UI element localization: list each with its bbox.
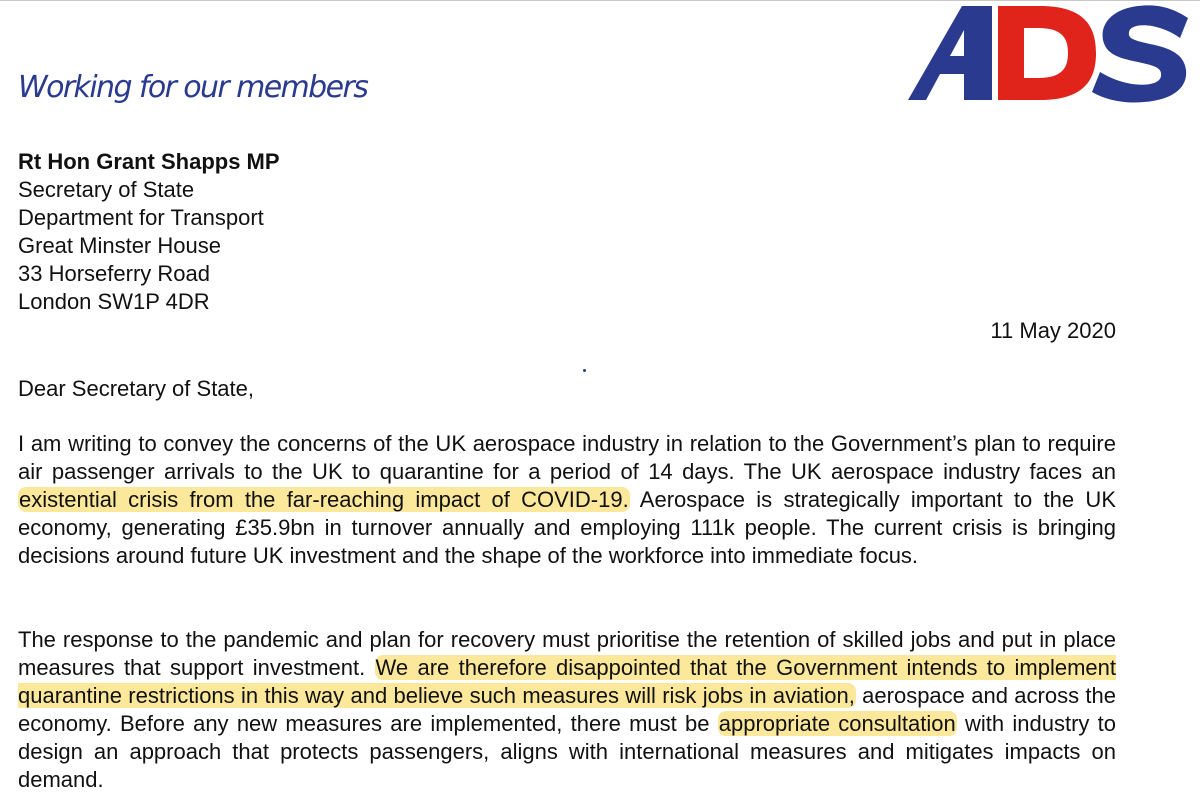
paragraph-text: with industry to design an approach that protects passengers, aligns with international measures and mitigates impacts on demand.: [18, 711, 1117, 792]
ads-logo: [900, 0, 1192, 104]
address-line: 33 Horseferry Road: [18, 261, 210, 286]
tagline: Working for our members: [18, 70, 368, 105]
highlighted-text: appropriate consultation: [718, 711, 956, 736]
paragraph-1: [18, 430, 1116, 570]
paragraph-text: Aerospace is strategically important to the UK economy, generating £35.9bn in turnover annually and employing 111k people. The current crisis is bringing decisions around future UK investment and the shape of the workforce into immediate focus.: [18, 487, 1116, 568]
paragraph-text: The response to the pandemic and plan for recovery must prioritise the retention of skilled jobs and put in place measures that support investment.: [18, 627, 1116, 680]
address-line: Department for Transport: [18, 205, 264, 230]
address-line: Great Minster House: [18, 233, 221, 258]
address-line: London SW1P 4DR: [18, 289, 210, 314]
paragraph-text: I am writing to convey the concerns of the UK aerospace industry in relation to the Government’s plan to require air passenger arrivals to the UK to quarantine for a period of 14 days. The UK aerospace industry faces an: [18, 431, 1116, 484]
recipient-address: [18, 148, 280, 316]
salutation: Dear Secretary of State,: [18, 376, 254, 401]
stray-dot: [583, 369, 586, 372]
paragraph-2: [18, 626, 1116, 794]
paragraph-text: aerospace and across the economy. Before any new measures are implemented, there must be: [18, 683, 1116, 736]
highlighted-text: We are therefore disappointed that the Government intends to implement quarantine restrictions in this way and believe such measures will risk jobs in aviation,: [18, 655, 1116, 708]
highlighted-text: existential crisis from the far-reaching impact of COVID-19.: [19, 487, 629, 512]
recipient-name: Rt Hon Grant Shapps MP: [18, 149, 280, 174]
letter-date: 11 May 2020: [990, 318, 1116, 343]
address-line: Secretary of State: [18, 177, 195, 202]
